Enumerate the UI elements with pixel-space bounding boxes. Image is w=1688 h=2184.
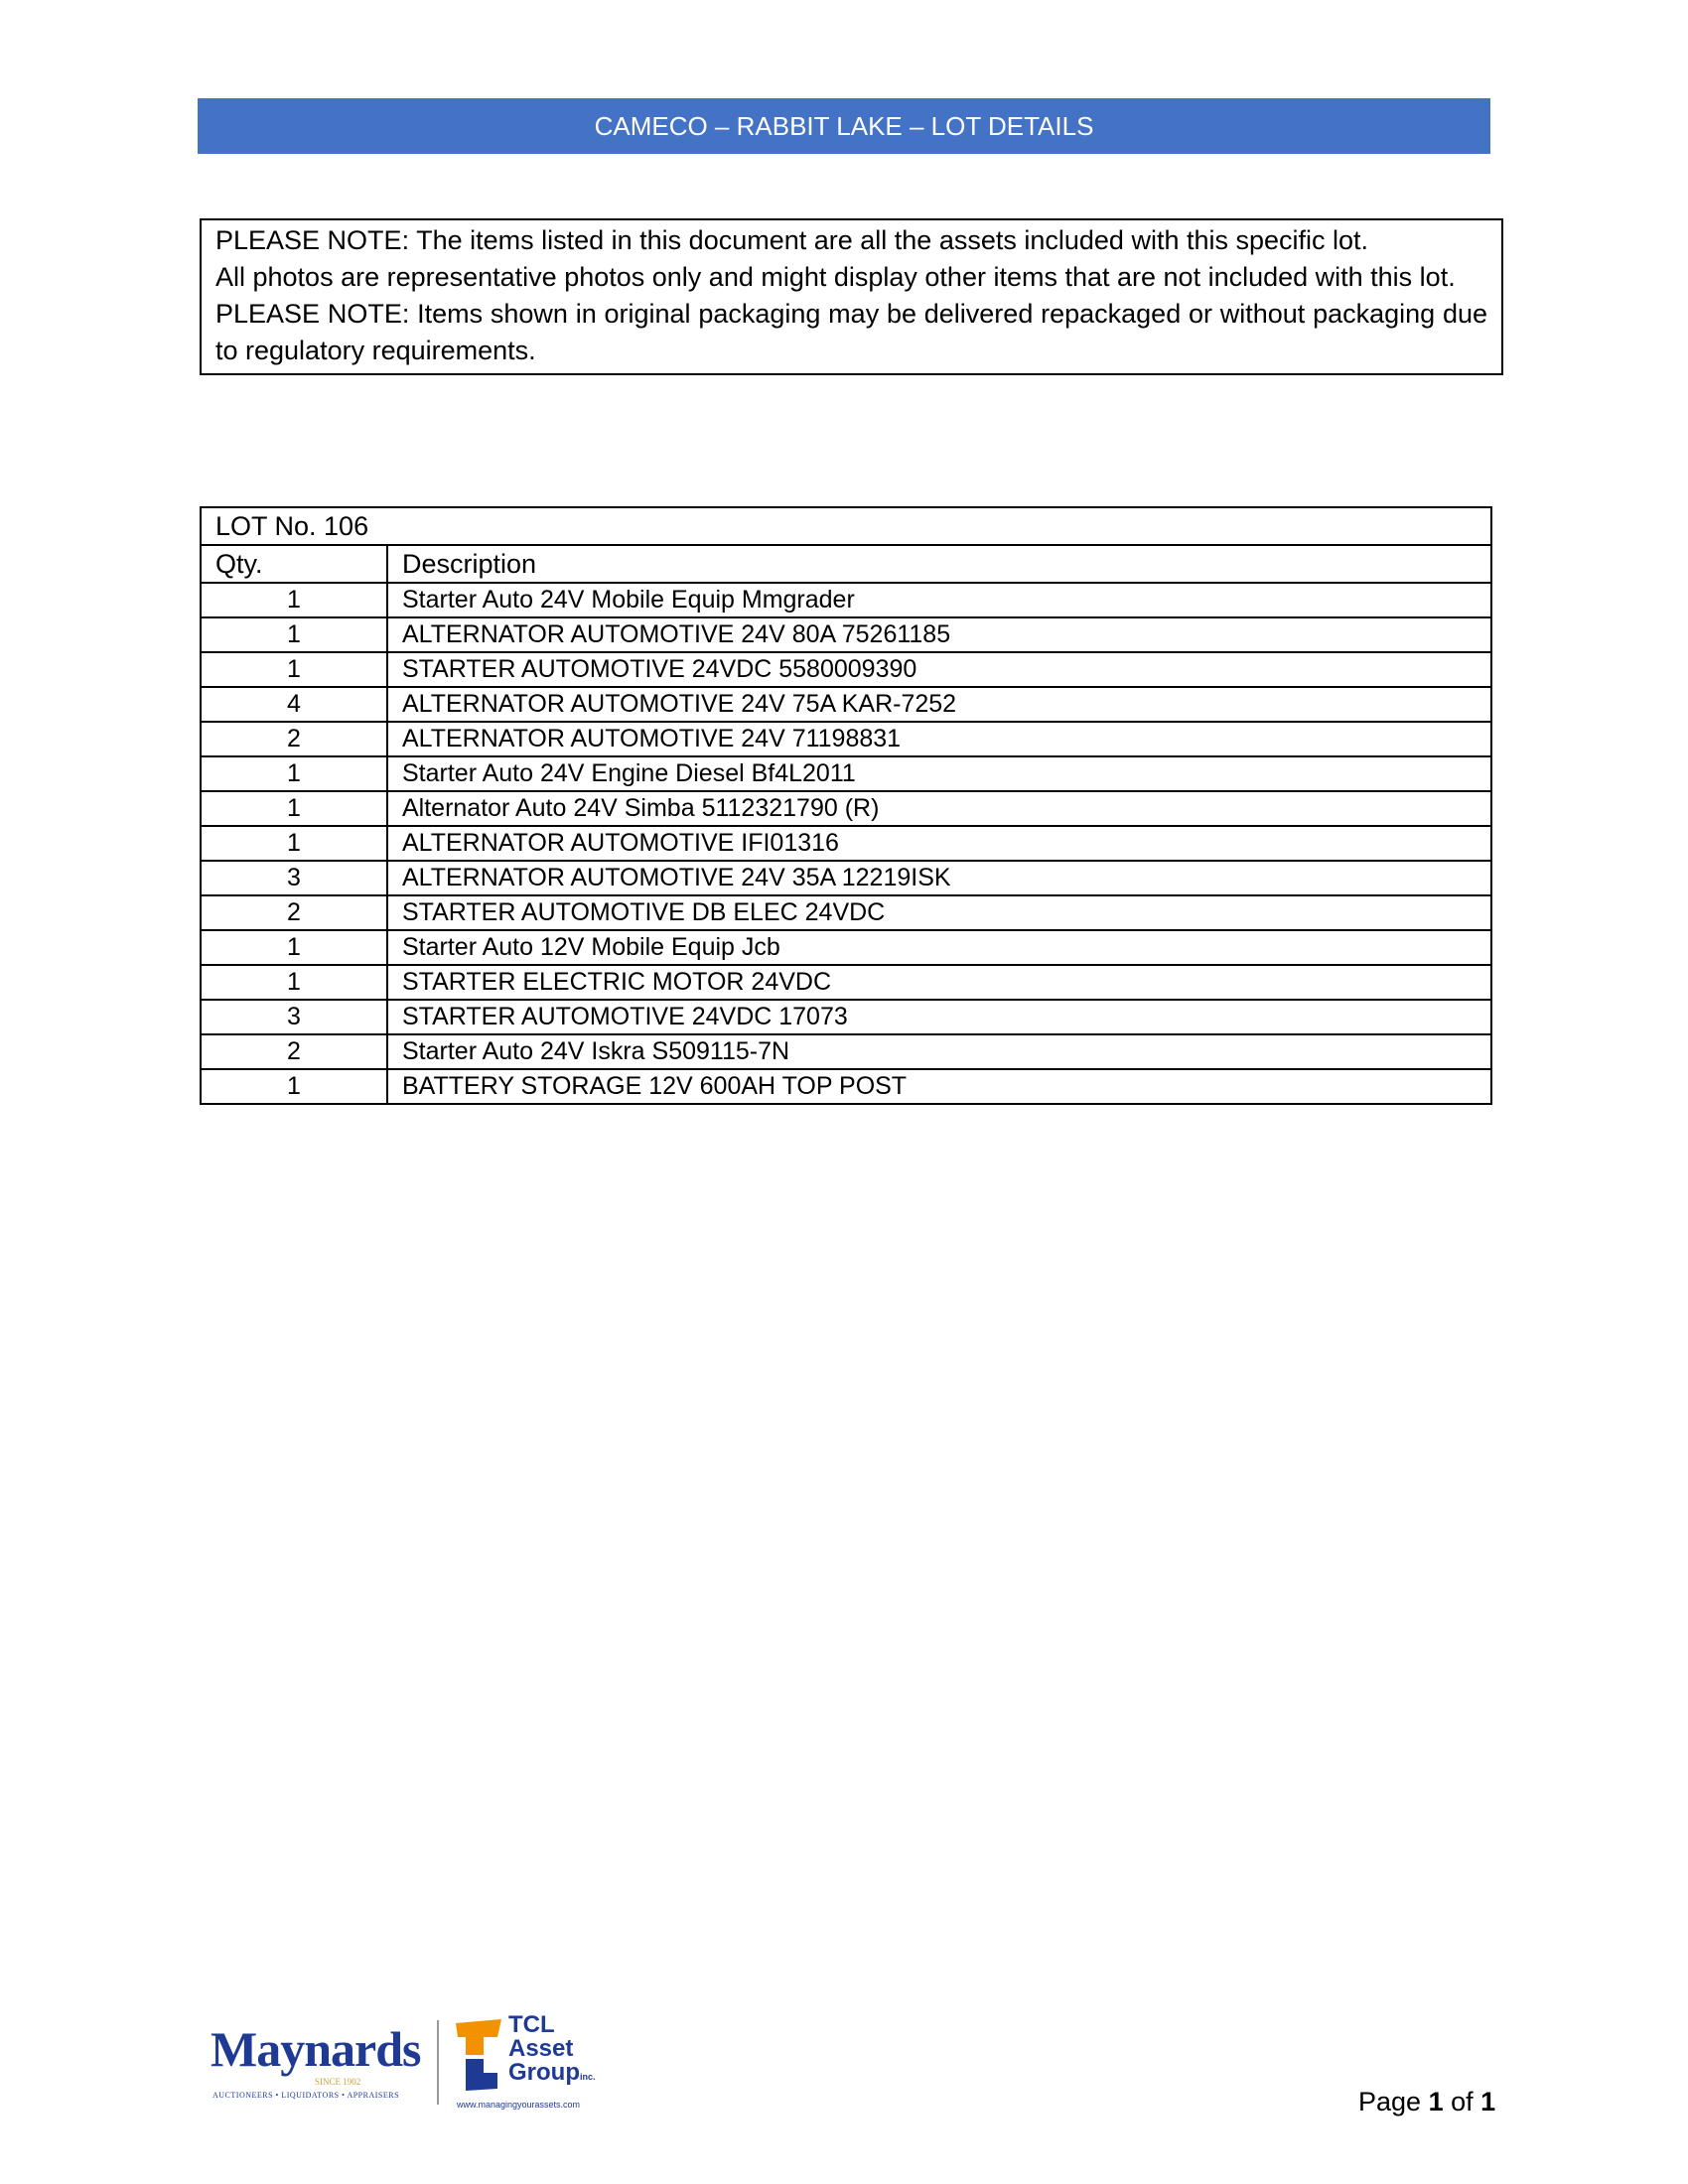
description-cell: ALTERNATOR AUTOMOTIVE 24V 71198831: [387, 722, 1491, 756]
qty-cell: 1: [201, 652, 387, 687]
qty-header: Qty.: [201, 545, 387, 583]
tcl-mark-icon: [454, 2015, 505, 2095]
table-row: [201, 1000, 1491, 1034]
table-row: [201, 895, 1491, 930]
table-header-row: [201, 545, 1491, 583]
lot-table: [200, 506, 1492, 1105]
maynards-since: SINCE 1902: [315, 2077, 361, 2087]
table-row: [201, 791, 1491, 826]
description-cell: STARTER AUTOMOTIVE DB ELEC 24VDC: [387, 895, 1491, 930]
description-cell: Starter Auto 24V Mobile Equip Mmgrader: [387, 583, 1491, 617]
logo-divider: [437, 2020, 439, 2105]
table-row: [201, 652, 1491, 687]
table-row: [201, 965, 1491, 1000]
qty-cell: 4: [201, 687, 387, 722]
qty-cell: 3: [201, 861, 387, 895]
qty-cell: 1: [201, 791, 387, 826]
qty-cell: 1: [201, 826, 387, 861]
tcl-url: www.managingyourassets.com: [457, 2100, 581, 2110]
table-row: [201, 1034, 1491, 1069]
table-row: [201, 756, 1491, 791]
qty-cell: 1: [201, 930, 387, 965]
notice-box: [200, 218, 1503, 375]
table-row: [201, 722, 1491, 756]
tcl-logo-text: TCL Asset Groupinc.: [508, 2011, 596, 2086]
description-cell: ALTERNATOR AUTOMOTIVE 24V 35A 12219ISK: [387, 861, 1491, 895]
page-title: CAMECO – RABBIT LAKE – LOT DETAILS: [594, 110, 1094, 141]
qty-cell: 1: [201, 965, 387, 1000]
qty-cell: 1: [201, 1069, 387, 1104]
qty-cell: 1: [201, 756, 387, 791]
lot-title-row: [201, 507, 1491, 545]
description-cell: ALTERNATOR AUTOMOTIVE 24V 75A KAR-7252: [387, 687, 1491, 722]
description-cell: ALTERNATOR AUTOMOTIVE 24V 80A 75261185: [387, 617, 1491, 652]
qty-cell: 2: [201, 895, 387, 930]
qty-cell: 2: [201, 722, 387, 756]
description-cell: Starter Auto 24V Iskra S509115-7N: [387, 1034, 1491, 1069]
description-cell: STARTER ELECTRIC MOTOR 24VDC: [387, 965, 1491, 1000]
description-header: Description: [387, 545, 1491, 583]
description-cell: STARTER AUTOMOTIVE 24VDC 17073: [387, 1000, 1491, 1034]
qty-cell: 1: [201, 617, 387, 652]
table-row: [201, 1069, 1491, 1104]
description-cell: Alternator Auto 24V Simba 5112321790 (R): [387, 791, 1491, 826]
qty-cell: 2: [201, 1034, 387, 1069]
title-bar: [198, 98, 1490, 154]
description-cell: ALTERNATOR AUTOMOTIVE IFI01316: [387, 826, 1491, 861]
table-row: [201, 861, 1491, 895]
notice-line-3: PLEASE NOTE: Items shown in original packaging may be delivered repackaged or without packaging due to regulatory requirements.: [215, 299, 1487, 365]
notice-line-1: PLEASE NOTE: The items listed in this document are all the assets included with this specific lot.: [215, 225, 1369, 255]
table-row: [201, 617, 1491, 652]
table-row: [201, 687, 1491, 722]
description-cell: STARTER AUTOMOTIVE 24VDC 5580009390: [387, 652, 1491, 687]
lot-title: LOT No. 106: [201, 507, 1491, 545]
table-row: [201, 826, 1491, 861]
qty-cell: 1: [201, 583, 387, 617]
maynards-tagline: AUCTIONEERS • LIQUIDATORS • APPRAISERS: [212, 2091, 400, 2100]
page-number: Page 1 of 1: [1358, 2087, 1496, 2116]
description-cell: Starter Auto 24V Engine Diesel Bf4L2011: [387, 756, 1491, 791]
table-row: [201, 930, 1491, 965]
description-cell: BATTERY STORAGE 12V 600AH TOP POST: [387, 1069, 1491, 1104]
footer-logos: [211, 2011, 608, 2115]
qty-cell: 3: [201, 1000, 387, 1034]
maynards-logo: Maynards: [211, 2021, 421, 2077]
table-row: [201, 583, 1491, 617]
description-cell: Starter Auto 12V Mobile Equip Jcb: [387, 930, 1491, 965]
notice-line-2: All photos are representative photos only and might display other items that are not included with this lot.: [215, 262, 1456, 292]
